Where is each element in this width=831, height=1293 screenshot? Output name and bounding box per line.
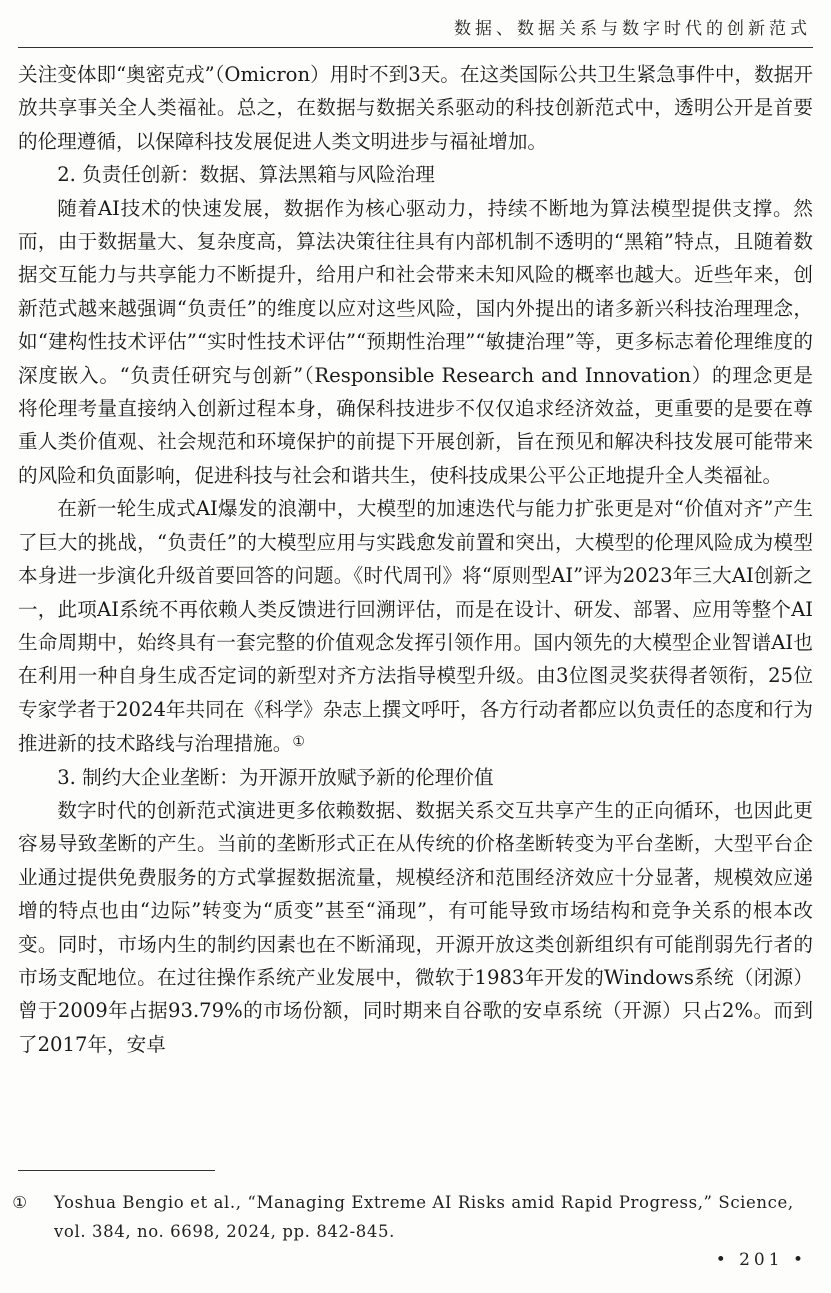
paragraph-continuation: 关注变体即“奥密克戎”（Omicron）用时不到3天。在这类国际公共卫生紧急事件中，数据开放共享事关全人类福祉。总之，在数据与数据关系驱动的科技创新范式中，透明公开是首要的伦理遵循，以保障科技发展促进人类文明进步与福祉增加。 xyxy=(18,63,813,153)
section-heading-responsible-innovation: 2. 负责任创新：数据、算法黑箱与风险治理 xyxy=(57,163,435,187)
header-divider xyxy=(18,47,813,48)
paragraph-generative-ai xyxy=(18,492,813,760)
footnote-reference[interactable]: ① xyxy=(292,734,305,751)
paragraph-ai-black-box: 随着AI技术的快速发展，数据作为核心驱动力，持续不断地为算法模型提供支撑。然而，由于数据量大、复杂度高，算法决策往往具有内部机制不透明的“黑箱”特点，且随着数据交互能力与共享能力不断提升，给用户和社会带来未知风险的概率也越大。近些年来，创新范式越来越强调“负责任”的维度以应对这些风险，国内外提出的诸多新兴科技治理理念，如“建构性技术评估”“实时性技术评估”“预期性治理”“敏捷治理”等，更多标志着伦理维度的深度嵌入。“负责任研究与创新”（Responsible Research and Innovation）的理念更是将伦理考量直接纳入创新过程本身，确保科技进步不仅仅追求经济效益，更重要的是要在尊重人类价值观、社会规范和环境保护的前提下开展创新，旨在预见和解决科技发展可能带来的风险和负面影响，促进科技与社会和谐共生，使科技成果公平公正地提升全人类福祉。 xyxy=(18,196,813,487)
page-number: • 201 • xyxy=(715,1250,807,1270)
footnote xyxy=(12,1188,814,1246)
paragraph-open-source: 数字时代的创新范式演进更多依赖数据、数据关系交互共享产生的正向循环，也因此更容易导致垄断的产生。当前的垄断形式正在从传统的价格垄断转变为平台垄断，大型平台企业通过提供免费服务的方式掌握数据流量，规模经济和范围经济效应十分显著，规模效应递增的特点也由“边际”转变为“质变”甚至“涌现”，有可能导致市场结构和竞争关系的根本改变。同时，市场内生的制约因素也在不断涌现，开源开放这类创新组织有可能削弱先行者的市场支配地位。在过往操作系统产业发展中，微软于1983年开发的Windows系统（闭源）曾于2009年占据93.79%的市场份额，同时期来自谷歌的安卓系统（开源）只占2%。而到了2017年，安卓 xyxy=(18,798,813,1056)
section-heading-monopoly: 3. 制约大企业垄断：为开源开放赋予新的伦理价值 xyxy=(57,765,494,789)
body-text xyxy=(18,58,813,1061)
running-header-title: 数据、数据关系与数字时代的创新范式 xyxy=(454,19,811,39)
footnote-mark: ① xyxy=(12,1193,28,1212)
footnote-divider xyxy=(18,1170,215,1171)
paragraph-generative-ai-text: 在新一轮生成式AI爆发的浪潮中，大模型的加速迭代与能力扩张更是对“价值对齐”产生了巨大的挑战，“负责任”的大模型应用与实践愈发前置和突出，大模型的伦理风险成为模型本身进一步演化升级首要回答的问题。《时代周刊》将“原则型AI”评为2023年三大AI创新之一，此项AI系统不再依赖人类反馈进行回溯评估，而是在设计、研发、部署、应用等整个AI生命周期中，始终具有一套完整的价值观念发挥引领作用。国内领先的大模型企业智谱AI也在利用一种自身生成否定词的新型对齐方法指导模型升级。由3位图灵奖获得者领衔，25位专家学者于2024年共同在《科学》杂志上撰文呼吁，各方行动者都应以负责任的态度和行为推进新的技术路线与治理措施。 xyxy=(18,497,813,756)
footnote-text: Yoshua Bengio et al., “Managing Extreme AI Risks amid Rapid Progress,” Science, vol. 384, no. 6698, 2024, pp. 842-845. xyxy=(54,1193,794,1241)
